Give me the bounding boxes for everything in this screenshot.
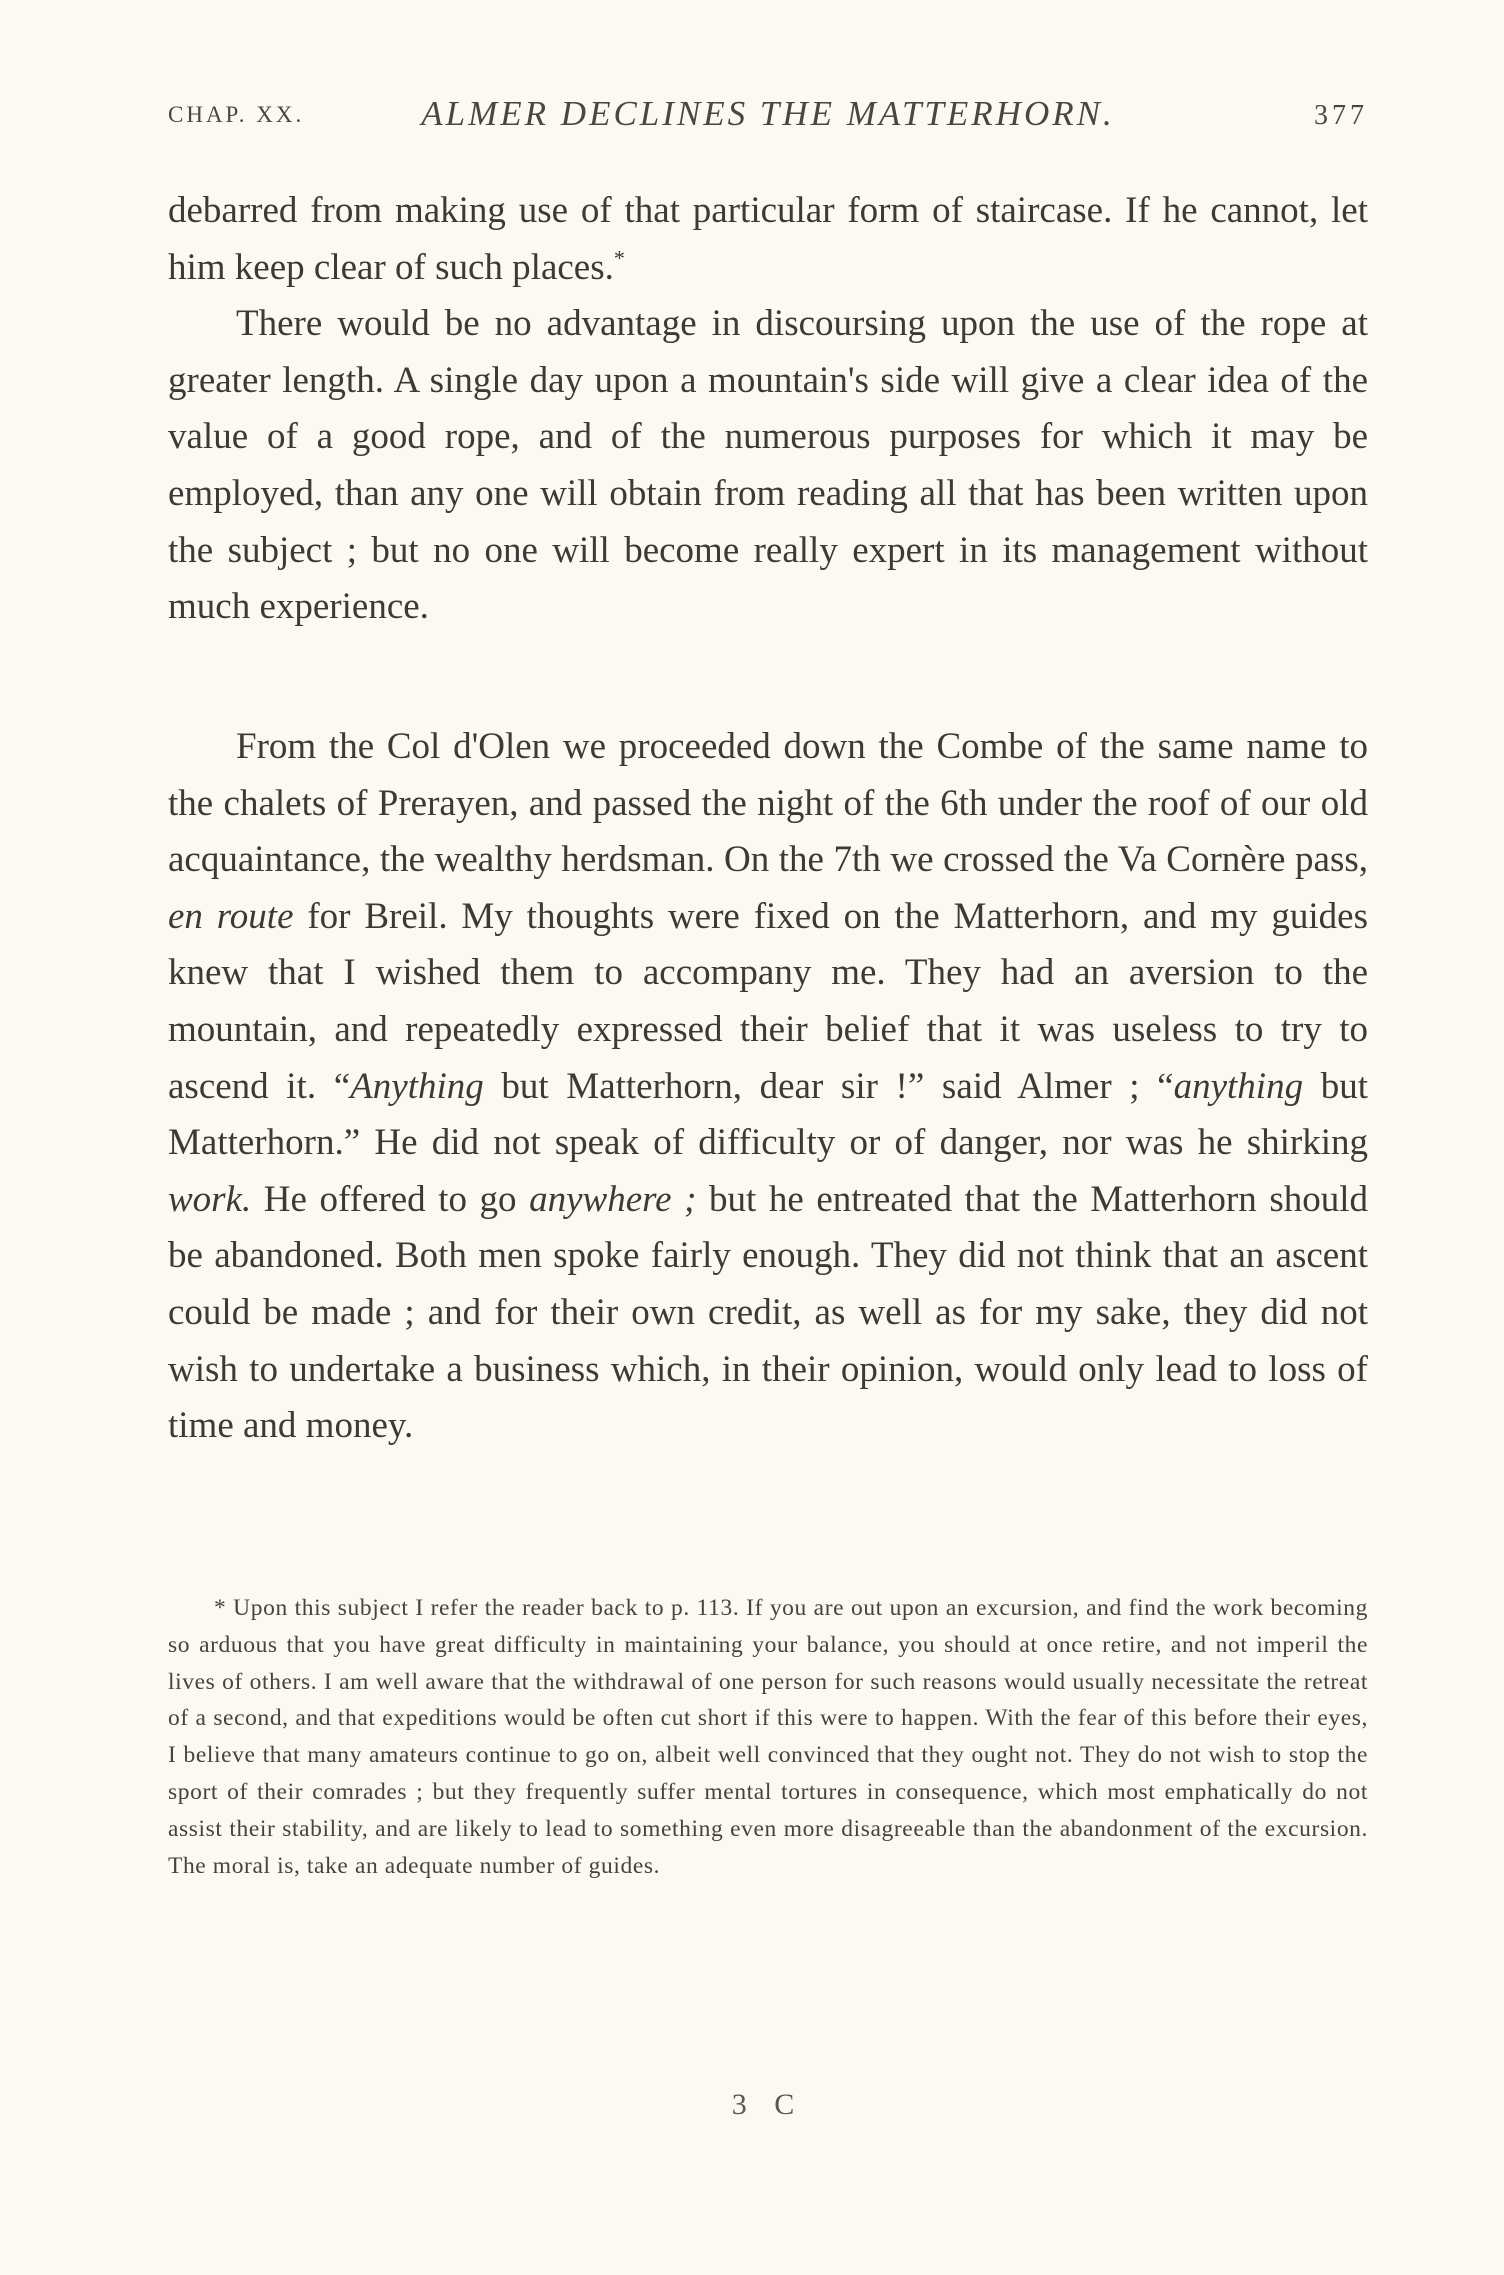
text-run: but Matterhorn, dear sir !” said Almer ; “: [483, 1065, 1174, 1107]
paragraph: [168, 183, 1368, 296]
body-block-1: [168, 183, 1368, 636]
text-run: debarred from making use of that particular form of staircase. If he cannot, let him keep clear of such places.: [168, 190, 1368, 288]
footnote-text: [168, 1590, 1368, 1884]
text-run: but Matterhorn.” He did not speak of difficulty or of danger, nor was he shirking: [168, 1065, 1369, 1164]
running-title: ALMER DECLINES THE MATTERHORN.: [421, 94, 1115, 133]
body-block-2: [168, 719, 1368, 1455]
footnote-marker: *: [214, 1595, 234, 1621]
book-page: [168, 0, 1368, 2275]
paragraph: [168, 296, 1368, 636]
text-run: but he entreated that the Matterhorn should be abandoned. Both men spoke fairly enough. They did not think that an ascent could be made ; and for their own credit, as well as for my sake, they did not wish to undertake a business which, in their opinion, would only lead to loss of time and money.: [168, 1178, 1368, 1447]
footnote-ref: *: [613, 245, 625, 271]
footnote-body: Upon this subject I refer the reader back to p. 113. If you are out upon an excursion, and find the work becoming so arduous that you have great difficulty in maintaining your balance, you should at once retire, and not imperil the lives of others. I am well aware that the withdrawal of one person for such reasons would usually necessitate the retreat of a second, and that expeditions would be often cut short if this were to happen. With the fear of this before their eyes, I believe that many amateurs continue to go on, albeit well convinced that they ought not. They do not wish to stop the sport of their comrades ; but they frequently suffer mental tortures in consequence, which most emphatically do not assist their stability, and are likely to lead to something even more disagreeable than the abandonment of the excursion. The moral is, take an adequate number of guides.: [168, 1595, 1368, 1879]
italic-text: anywhere ;: [529, 1178, 697, 1220]
text-run: for Breil. My thoughts were fixed on the Matterhorn, and my guides knew that I wished them to accompany me. They had an aversion to the mountain, and repeatedly expressed their belief that it was useless to try to ascend it. “: [168, 895, 1368, 1107]
italic-text: work.: [168, 1178, 252, 1220]
text-run: There would be no advantage in discoursing upon the use of the rope at greater length. A single day upon a mountain's side will give a clear idea of the value of a good rope, and of the numerous purposes for which it may be employed, than any one will obtain from reading all that has been written upon the subject ; but no one will become really expert in its management without much experience.: [168, 303, 1368, 628]
italic-text: en route: [168, 895, 294, 937]
signature-mark: 3 C: [731, 2088, 805, 2121]
running-head: [168, 94, 1368, 138]
text-run: From the Col d'Olen we proceeded down the Combe of the same name to the chalets of Prerayen, and passed the night of the 6th under the roof of our old acquaintance, the wealthy herdsman. On the 7th we crossed the Va Cornère pass,: [168, 726, 1368, 881]
page-number: 377: [1314, 100, 1368, 131]
italic-text: anything: [1173, 1065, 1304, 1107]
italic-text: Anything: [350, 1065, 484, 1107]
paragraph: [168, 719, 1368, 1455]
text-run: He offered to go: [251, 1178, 530, 1220]
chapter-label: CHAP. XX.: [168, 102, 305, 127]
footnote: [168, 1590, 1368, 1884]
